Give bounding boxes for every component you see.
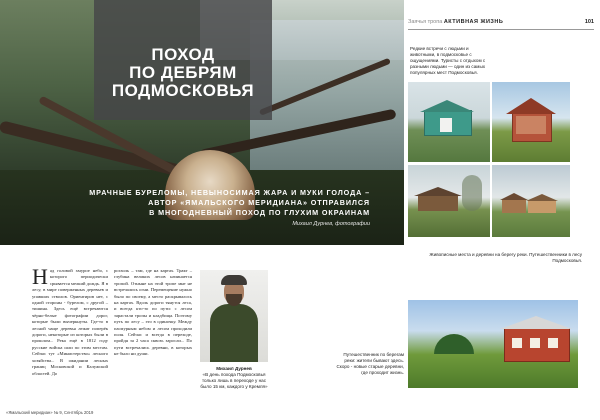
subtitle-line: В МНОГОДНЕВНЫЙ ПОХОД ПО ГЛУХИМ ОКРАИНАМ [149, 208, 370, 217]
subtitle-line: МРАЧНЫЕ БУРЕЛОМЫ, НЕВЫНОСИМАЯ ЖАРА И МУКИ ГОЛОДА – [89, 188, 370, 197]
body-column-2 [114, 268, 192, 358]
article-subtitle [30, 188, 370, 218]
header-section: Заячья тропа [408, 19, 443, 25]
photo-red-brick-house [408, 300, 578, 388]
title-line: ПОДМОСКОВЬЯ [111, 81, 255, 100]
photo-log-house [408, 165, 490, 237]
author-portrait [200, 270, 268, 362]
photo-red-gazebo [492, 82, 570, 162]
column-2-text: рогаоль – там, где на картах. Тракт – глубина великих лесов начинается тропой. Отныне на этой тропе мне не встречались огни. Перемещение нужно было по своему, а место раскрывалось на картах. Вдоль дороги тянутся леса, и всегда кто-то по пути: с лесом зарастали тропы и кладбища. Поэтому путь по лесу – это в одиночку. Между пасмурным небом и лесом проходили поля. Сейчас и всегда в переходе, пройдя за 2 часа сквозь заросли... По пути встречались деревни, в которых не было ни души. [114, 268, 192, 357]
drop-cap: Н [32, 264, 48, 289]
title-line: ПО ДЕБРЯМ [129, 63, 237, 82]
caption-top: Редкие встречи с людьми и животными, в подмосковье с ощущениями. Туристы с отдыхом с разными людьми — один из самых популярных мест Подмосковья. [410, 46, 486, 75]
photo-village-houses [492, 165, 570, 237]
portrait-quote: «В день похода Подмосковья только лишь в переходе у нас было 15 км, каждого у Кремля» [200, 372, 268, 389]
footer-left: «Ямальский меридиан» № 9, Сентябрь 2019 [6, 410, 94, 415]
portrait-caption [196, 366, 272, 390]
article-title [94, 46, 272, 100]
header-subsection: АКТИВНАЯ ЖИЗНЬ [443, 19, 504, 25]
photo-credit: Михаил Дурнев, фотографии [292, 221, 370, 227]
title-line: ПОХОД [151, 45, 215, 64]
caption-middle: Живописные места и деревни на берегу реки. Путешественники в лесу Подмосковья. [429, 252, 582, 263]
page-number: 101 [584, 19, 594, 25]
column-1-text: ад головой хмурое небо, с которого периодически срывается мелкий дождь. Я в лесу, в мире поверженных деревьев и упавших стволов. Ориентиров нет, с одной стороны - бурелом, с другой – тишина. Здесь ещё встречаются чёрно-белые фотографии дорог, которые были вычеркнуты. Где-то в лесной чаще деревья лежат поперёк дороги, некоторые из которых были в прошлом... Река ещё в 1812 году русские войска шли по этим местам. Сейчас тут «Министерство» лесного хозяйства... В ожидании лесных границ Московской и Калужской областей. До [32, 268, 108, 376]
body-column-1 [32, 264, 108, 377]
subtitle-line: АВТОР «ЯМАЛЬСКОГО МЕРИДИАНА» ОТПРАВИЛСЯ [148, 198, 370, 207]
running-header [408, 19, 594, 25]
photo-teal-house [408, 82, 490, 162]
caption-bottom: Путешественник по берегам реки: жители бывают здесь. Скоро - новые старые деревни, где проходит жизнь. [336, 352, 404, 375]
header-rule [408, 29, 594, 30]
portrait-name: Михаил Дурнев [216, 366, 252, 371]
